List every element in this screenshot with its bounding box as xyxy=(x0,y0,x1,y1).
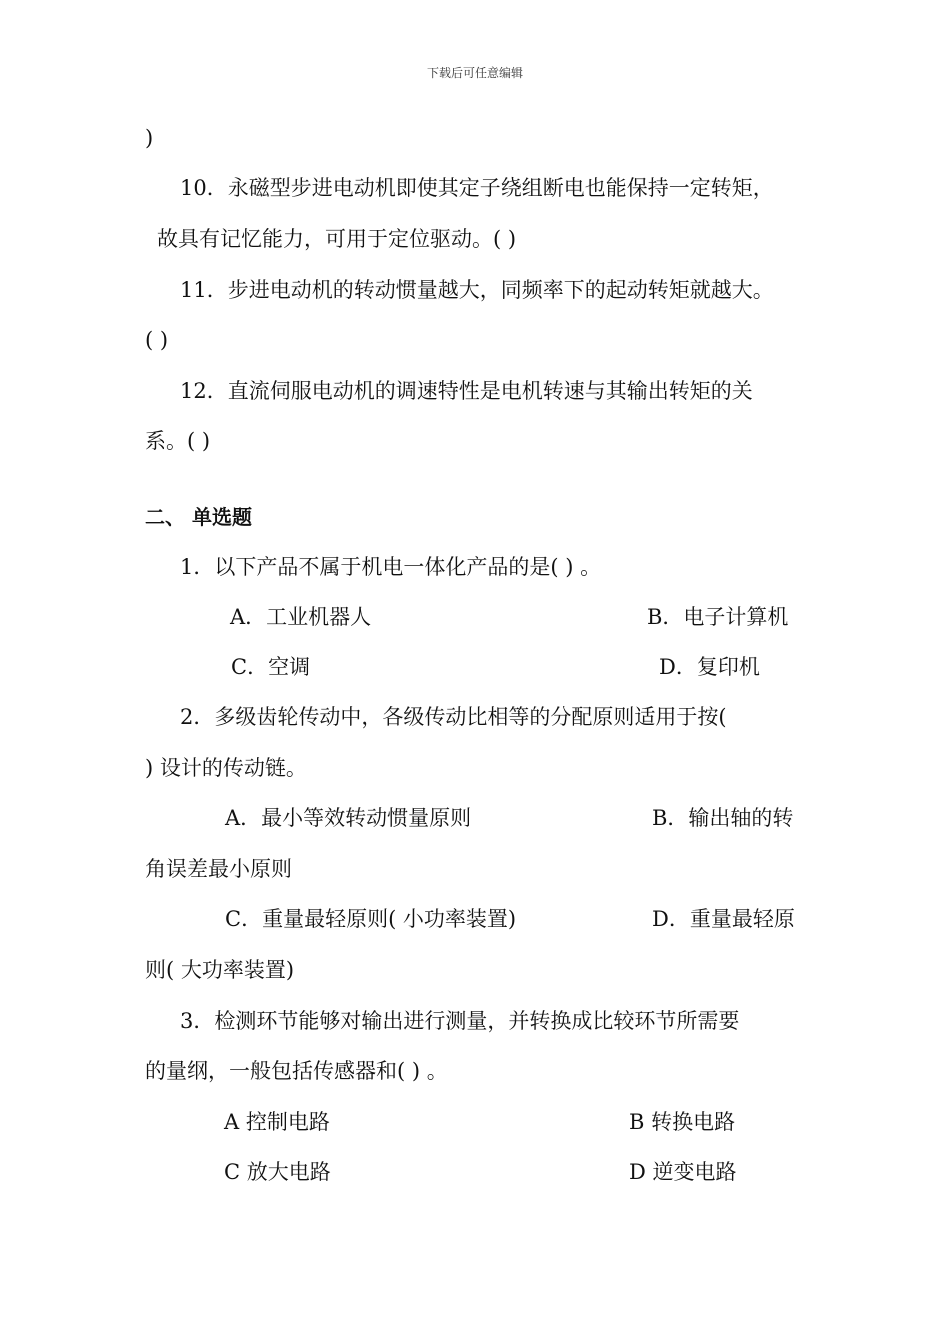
q9-tail: ) xyxy=(145,126,154,150)
q2-option-b-line2: 角误差最小原则 xyxy=(145,857,292,881)
q3-option-d: D 逆变电路 xyxy=(629,1160,737,1184)
q3-option-b: B 转换电路 xyxy=(629,1110,736,1134)
q1-option-d: D．复印机 xyxy=(659,655,760,679)
page-header: 下载后可任意编辑 xyxy=(426,66,523,80)
q11-line2: ( ) xyxy=(145,328,169,352)
q10-line2: 故具有记忆能力，可用于定位驱动。( ) xyxy=(157,227,517,251)
q2-option-a: A．最小等效转动惯量原则 xyxy=(225,806,472,830)
q3-stem-line1: 3．检测环节能够对输出进行测量，并转换成比较环节所需要 xyxy=(180,1009,740,1033)
q2-option-d-line2: 则( 大功率装置) xyxy=(145,958,295,982)
q11-line1: 11．步进电动机的转动惯量越大，同频率下的起动转矩就越大。 xyxy=(180,278,774,302)
q2-option-b-line1: B．输出轴的转 xyxy=(652,806,794,830)
q2-stem-line1: 2．多级齿轮传动中，各级传动比相等的分配原则适用于按( xyxy=(180,705,727,729)
q3-stem-line2: 的量纲，一般包括传感器和( ) 。 xyxy=(145,1059,448,1083)
q12-line1: 12．直流伺服电动机的调速特性是电机转速与其输出转矩的关 xyxy=(180,379,753,403)
q3-option-c: C 放大电路 xyxy=(224,1160,331,1184)
q2-option-c: C．重量最轻原则( 小功率装置) xyxy=(225,907,517,931)
q2-stem-line2: ) 设计的传动链。 xyxy=(145,756,307,780)
q12-line2: 系。( ) xyxy=(145,429,211,453)
q1-option-b: B．电子计算机 xyxy=(647,605,789,629)
q1-option-a: A．工业机器人 xyxy=(230,605,372,629)
q10-line1: 10．永磁型步进电动机即使其定子绕组断电也能保持一定转矩， xyxy=(180,176,774,200)
q2-option-d-line1: D．重量最轻原 xyxy=(652,907,795,931)
q3-option-a: A 控制电路 xyxy=(224,1110,330,1134)
q1-stem: 1．以下产品不属于机电一体化产品的是( ) 。 xyxy=(180,555,602,579)
q1-option-c: C．空调 xyxy=(231,655,311,679)
section-title: 二、 单选题 xyxy=(145,505,252,529)
